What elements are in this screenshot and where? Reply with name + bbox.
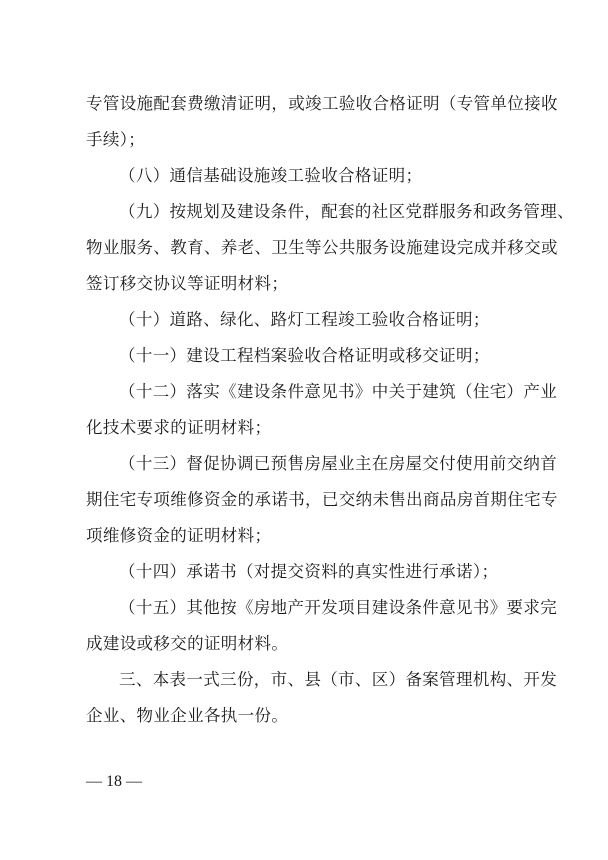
text-line-3: （八）通信基础设施竣工验收合格证明； — [119, 166, 423, 185]
text-line-8: （十一）建设工程档案验收合格证明或移交证明； — [119, 346, 490, 365]
text-line-16: 成建设或移交的证明材料。 — [86, 634, 289, 653]
text-line-17: 三、本表一式三份，市、县（市、区）备案管理机构、开发 — [119, 670, 558, 689]
text-line-13: 项维修资金的证明材料； — [86, 526, 272, 545]
text-line-6: 签订移交协议等证明材料； — [86, 274, 289, 293]
text-line-2: 手续）； — [86, 130, 146, 149]
text-line-5: 物业服务、教育、养老、卫生等公共服务设施建设完成并移交或 — [86, 238, 558, 257]
document-body — [86, 86, 574, 734]
text-line-14: （十四）承诺书（对提交资料的真实性进行承诺）； — [119, 562, 499, 581]
text-line-7: （十）道路、绿化、路灯工程竣工验收合格证明； — [119, 310, 490, 329]
text-line-10: 化技术要求的证明材料； — [86, 418, 272, 437]
text-line-9: （十二）落实《建设条件意见书》中关于建筑（住宅）产业 — [119, 382, 558, 401]
page-number: — 18 — — [86, 773, 142, 790]
text-line-18: 企业、物业企业各执一份。 — [86, 706, 289, 725]
text-line-1: 专管设施配套费缴清证明，或竣工验收合格证明（专管单位接收 — [86, 94, 558, 113]
text-line-15: （十五）其他按《房地产开发项目建设条件意见书》要求完 — [119, 598, 558, 617]
text-line-4: （九）按规划及建设条件，配套的社区党群服务和政务管理、 — [119, 202, 574, 221]
text-line-11: （十三）督促协调已预售房屋业主在房屋交付使用前交纳首 — [119, 454, 558, 473]
text-line-12: 期住宅专项维修资金的承诺书，已交纳未售出商品房首期住宅专 — [86, 490, 558, 509]
